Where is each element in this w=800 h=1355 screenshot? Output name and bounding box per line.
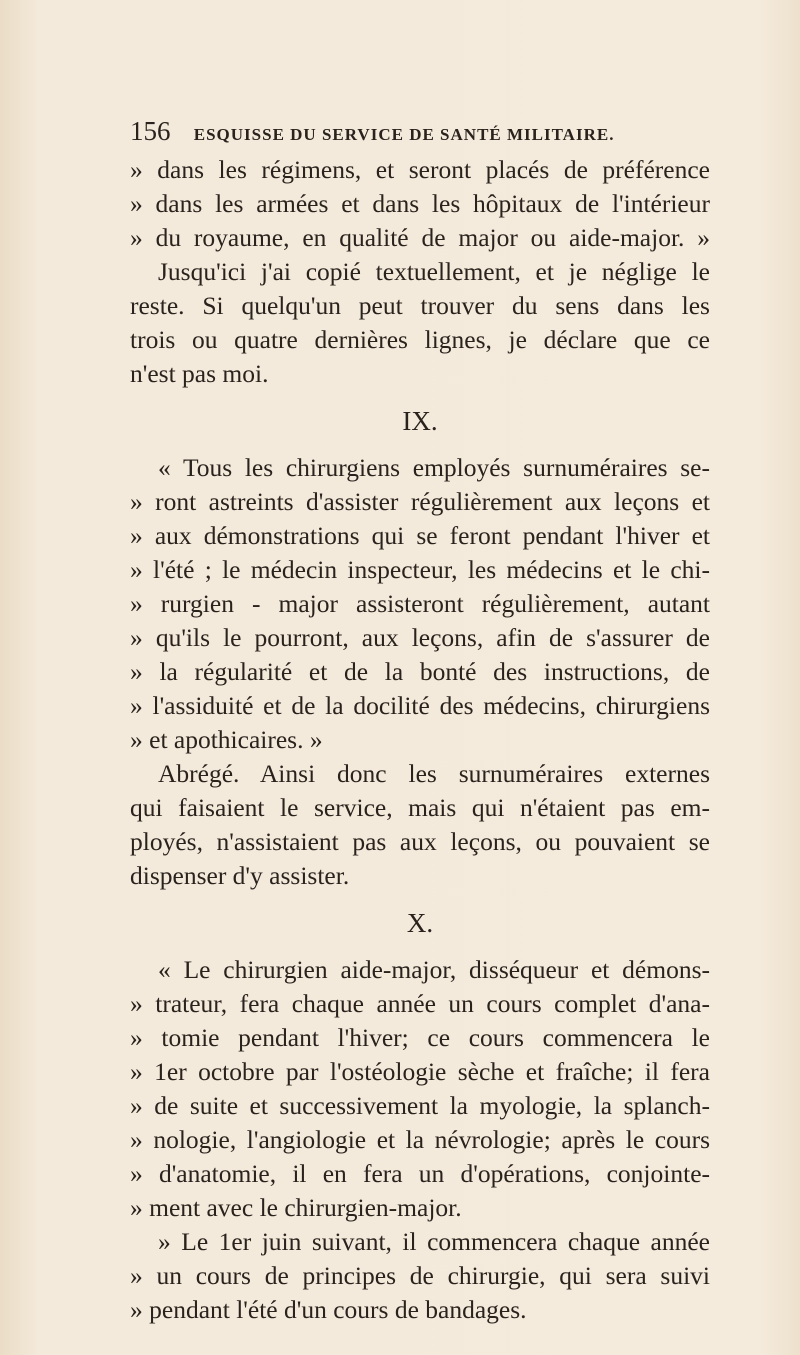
text-line: » d'anatomie, il en fera un d'opérations, conjointe- xyxy=(130,1159,710,1188)
page-number: 156 xyxy=(130,116,171,146)
text-line: qui faisaient le service, mais qui n'étaient pas em- xyxy=(130,793,710,822)
text-line: » 1er octobre par l'ostéologie sèche et fraîche; il fera xyxy=(130,1057,710,1086)
text-line: » dans les régimens, et seront placés de préférence xyxy=(130,155,710,184)
text-line: » pendant l'été d'un cours de bandages. xyxy=(130,1295,527,1324)
text-line: n'est pas moi. xyxy=(130,359,269,388)
text-line: » qu'ils le pourront, aux leçons, afin de s'assurer de xyxy=(130,623,710,652)
text-line: » trateur, fera chaque année un cours complet d'ana- xyxy=(130,989,710,1018)
text-line: » l'été ; le médecin inspecteur, les médecins et le chi- xyxy=(130,555,710,584)
text-line: » nologie, l'angiologie et la névrologie; après le cours xyxy=(130,1125,710,1154)
text-line: » un cours de principes de chirurgie, qui sera suivi xyxy=(130,1261,710,1290)
text-line: » de suite et successivement la myologie, la splanch- xyxy=(130,1091,710,1120)
text-line: » l'assiduité et de la docilité des médecins, chirurgiens xyxy=(130,691,710,720)
text-line: » ront astreints d'assister régulièrement aux leçons et xyxy=(130,487,710,516)
text-line: » tomie pendant l'hiver; ce cours commencera le xyxy=(130,1023,710,1052)
text-line: » rurgien - major assisteront régulièrement, autant xyxy=(130,589,710,618)
running-title: ESQUISSE DU SERVICE DE SANTÉ MILITAIRE. xyxy=(193,125,615,144)
body-text xyxy=(130,153,710,1327)
text-line: « Tous les chirurgiens employés surnuméraires se- xyxy=(158,453,710,482)
running-header xyxy=(130,116,690,150)
text-line: » dans les armées et dans les hôpitaux de l'intérieur xyxy=(130,189,710,218)
text-line: » la régularité et de la bonté des instructions, de xyxy=(130,657,710,686)
section-heading-x: X. xyxy=(406,908,434,938)
text-line: » aux démonstrations qui se feront pendant l'hiver et xyxy=(130,521,710,550)
section-heading-ix: IX. xyxy=(402,406,438,436)
text-line: trois ou quatre dernières lignes, je déclare que ce xyxy=(130,325,710,354)
text-line: reste. Si quelqu'un peut trouver du sens dans les xyxy=(130,291,710,320)
text-line: » ment avec le chirurgien-major. xyxy=(130,1193,462,1222)
text-line: » du royaume, en qualité de major ou aide-major. » xyxy=(130,223,710,252)
text-line: Abrégé. Ainsi donc les surnuméraires externes xyxy=(158,759,710,788)
text-line: » et apothicaires. » xyxy=(130,725,323,754)
text-line: » Le 1er juin suivant, il commencera chaque année xyxy=(158,1227,710,1256)
text-line: ployés, n'assistaient pas aux leçons, ou pouvaient se xyxy=(130,827,710,856)
text-line: « Le chirurgien aide-major, disséqueur et démons- xyxy=(158,955,710,984)
text-line: dispenser d'y assister. xyxy=(130,861,350,890)
text-line: Jusqu'ici j'ai copié textuellement, et je néglige le xyxy=(158,257,710,286)
